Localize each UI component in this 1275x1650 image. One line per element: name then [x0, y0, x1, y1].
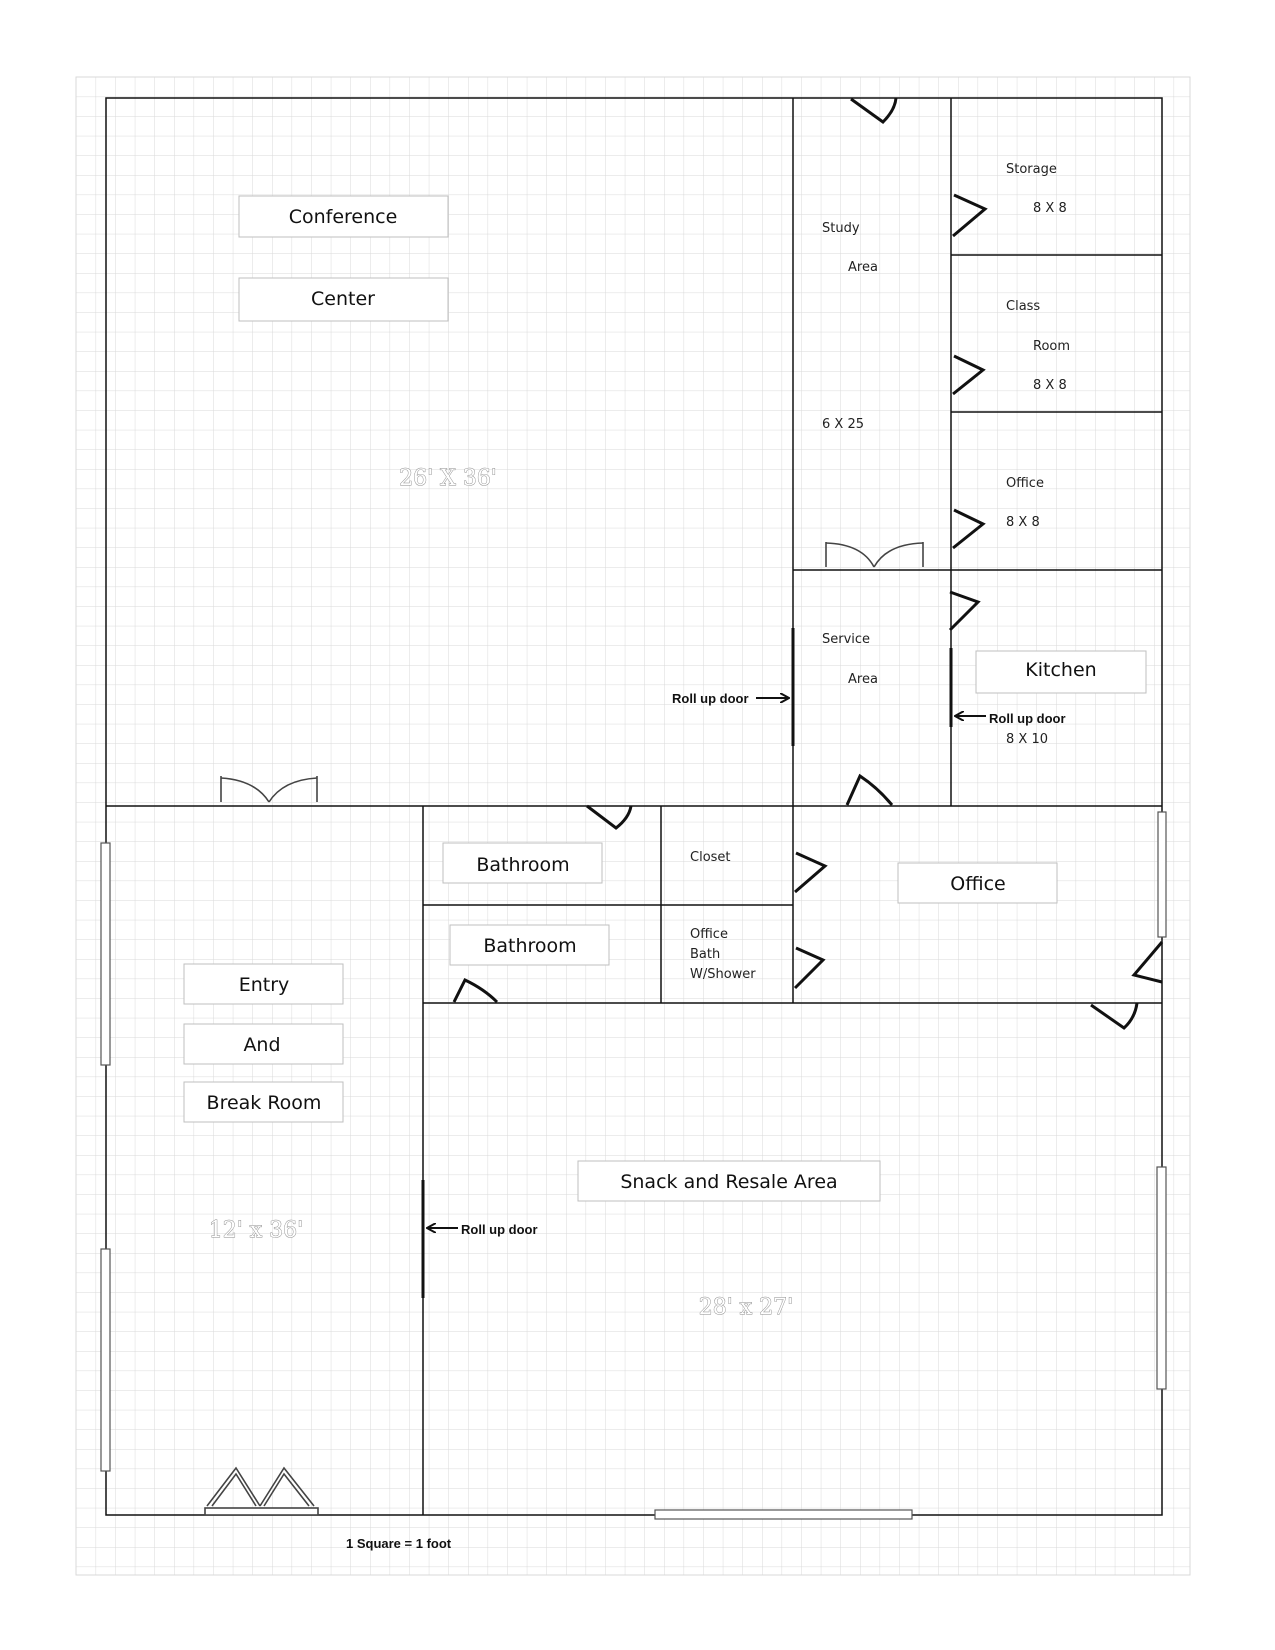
scale-note: 1 Square = 1 foot [346, 1536, 452, 1551]
storage-label: Storage [1006, 162, 1057, 177]
window-left-upper [101, 843, 110, 1065]
storage-dim: 8 X 8 [1033, 201, 1067, 216]
closet-label: Closet [690, 850, 731, 865]
label-conference [239, 196, 448, 237]
window-bottom [655, 1510, 912, 1519]
conference-label-line2: Center [311, 288, 375, 310]
label-office-main [898, 863, 1057, 903]
classroom-dim: 8 X 8 [1033, 378, 1067, 393]
entry-dim: 12' x 36' [208, 1218, 304, 1243]
service-label-area: Area [848, 672, 878, 687]
study-dim: 6 X 25 [822, 417, 864, 432]
office-bath-label-bath: Bath [690, 947, 721, 962]
service-label: Service [822, 632, 871, 647]
roll-up-label-kitchen: Roll up door [989, 711, 1066, 726]
window-left-lower [101, 1249, 110, 1471]
label-center [239, 278, 448, 321]
conference-label-line1: Conference [288, 206, 398, 228]
office-bath-label-shower: W/Shower [690, 967, 756, 982]
classroom-label-room: Room [1033, 339, 1071, 354]
roll-up-label-service: Roll up door [672, 691, 749, 706]
roll-up-label-snack: Roll up door [461, 1222, 538, 1237]
entry-label-line3: Break Room [206, 1092, 322, 1114]
label-entry [184, 964, 343, 1004]
snack-label: Snack and Resale Area [620, 1171, 838, 1193]
snack-dim: 28' x 27' [698, 1295, 794, 1320]
entry-label-line1: Entry [238, 974, 290, 996]
label-bathroom-2 [450, 925, 609, 965]
entry-label-line2: And [243, 1034, 281, 1056]
study-label: Study [822, 221, 860, 236]
bathroom-1-label: Bathroom [476, 854, 570, 876]
office-bath-label: Office [690, 927, 728, 942]
office-small-dim: 8 X 8 [1006, 515, 1040, 530]
window-right-upper [1158, 812, 1166, 937]
kitchen-label: Kitchen [1025, 659, 1097, 681]
label-kitchen [976, 651, 1146, 693]
office-small-label: Office [1006, 476, 1044, 491]
label-bathroom-1 [443, 843, 602, 883]
label-and [184, 1024, 343, 1064]
window-right-lower [1157, 1167, 1166, 1389]
classroom-label: Class [1006, 299, 1041, 314]
kitchen-dim: 8 X 10 [1006, 732, 1048, 747]
label-break-room [184, 1082, 343, 1122]
label-snack [578, 1161, 880, 1201]
office-main-label: Office [950, 873, 1006, 895]
conference-dim: 26' X 36' [399, 466, 497, 491]
study-label-area: Area [848, 260, 878, 275]
bathroom-2-label: Bathroom [483, 935, 577, 957]
